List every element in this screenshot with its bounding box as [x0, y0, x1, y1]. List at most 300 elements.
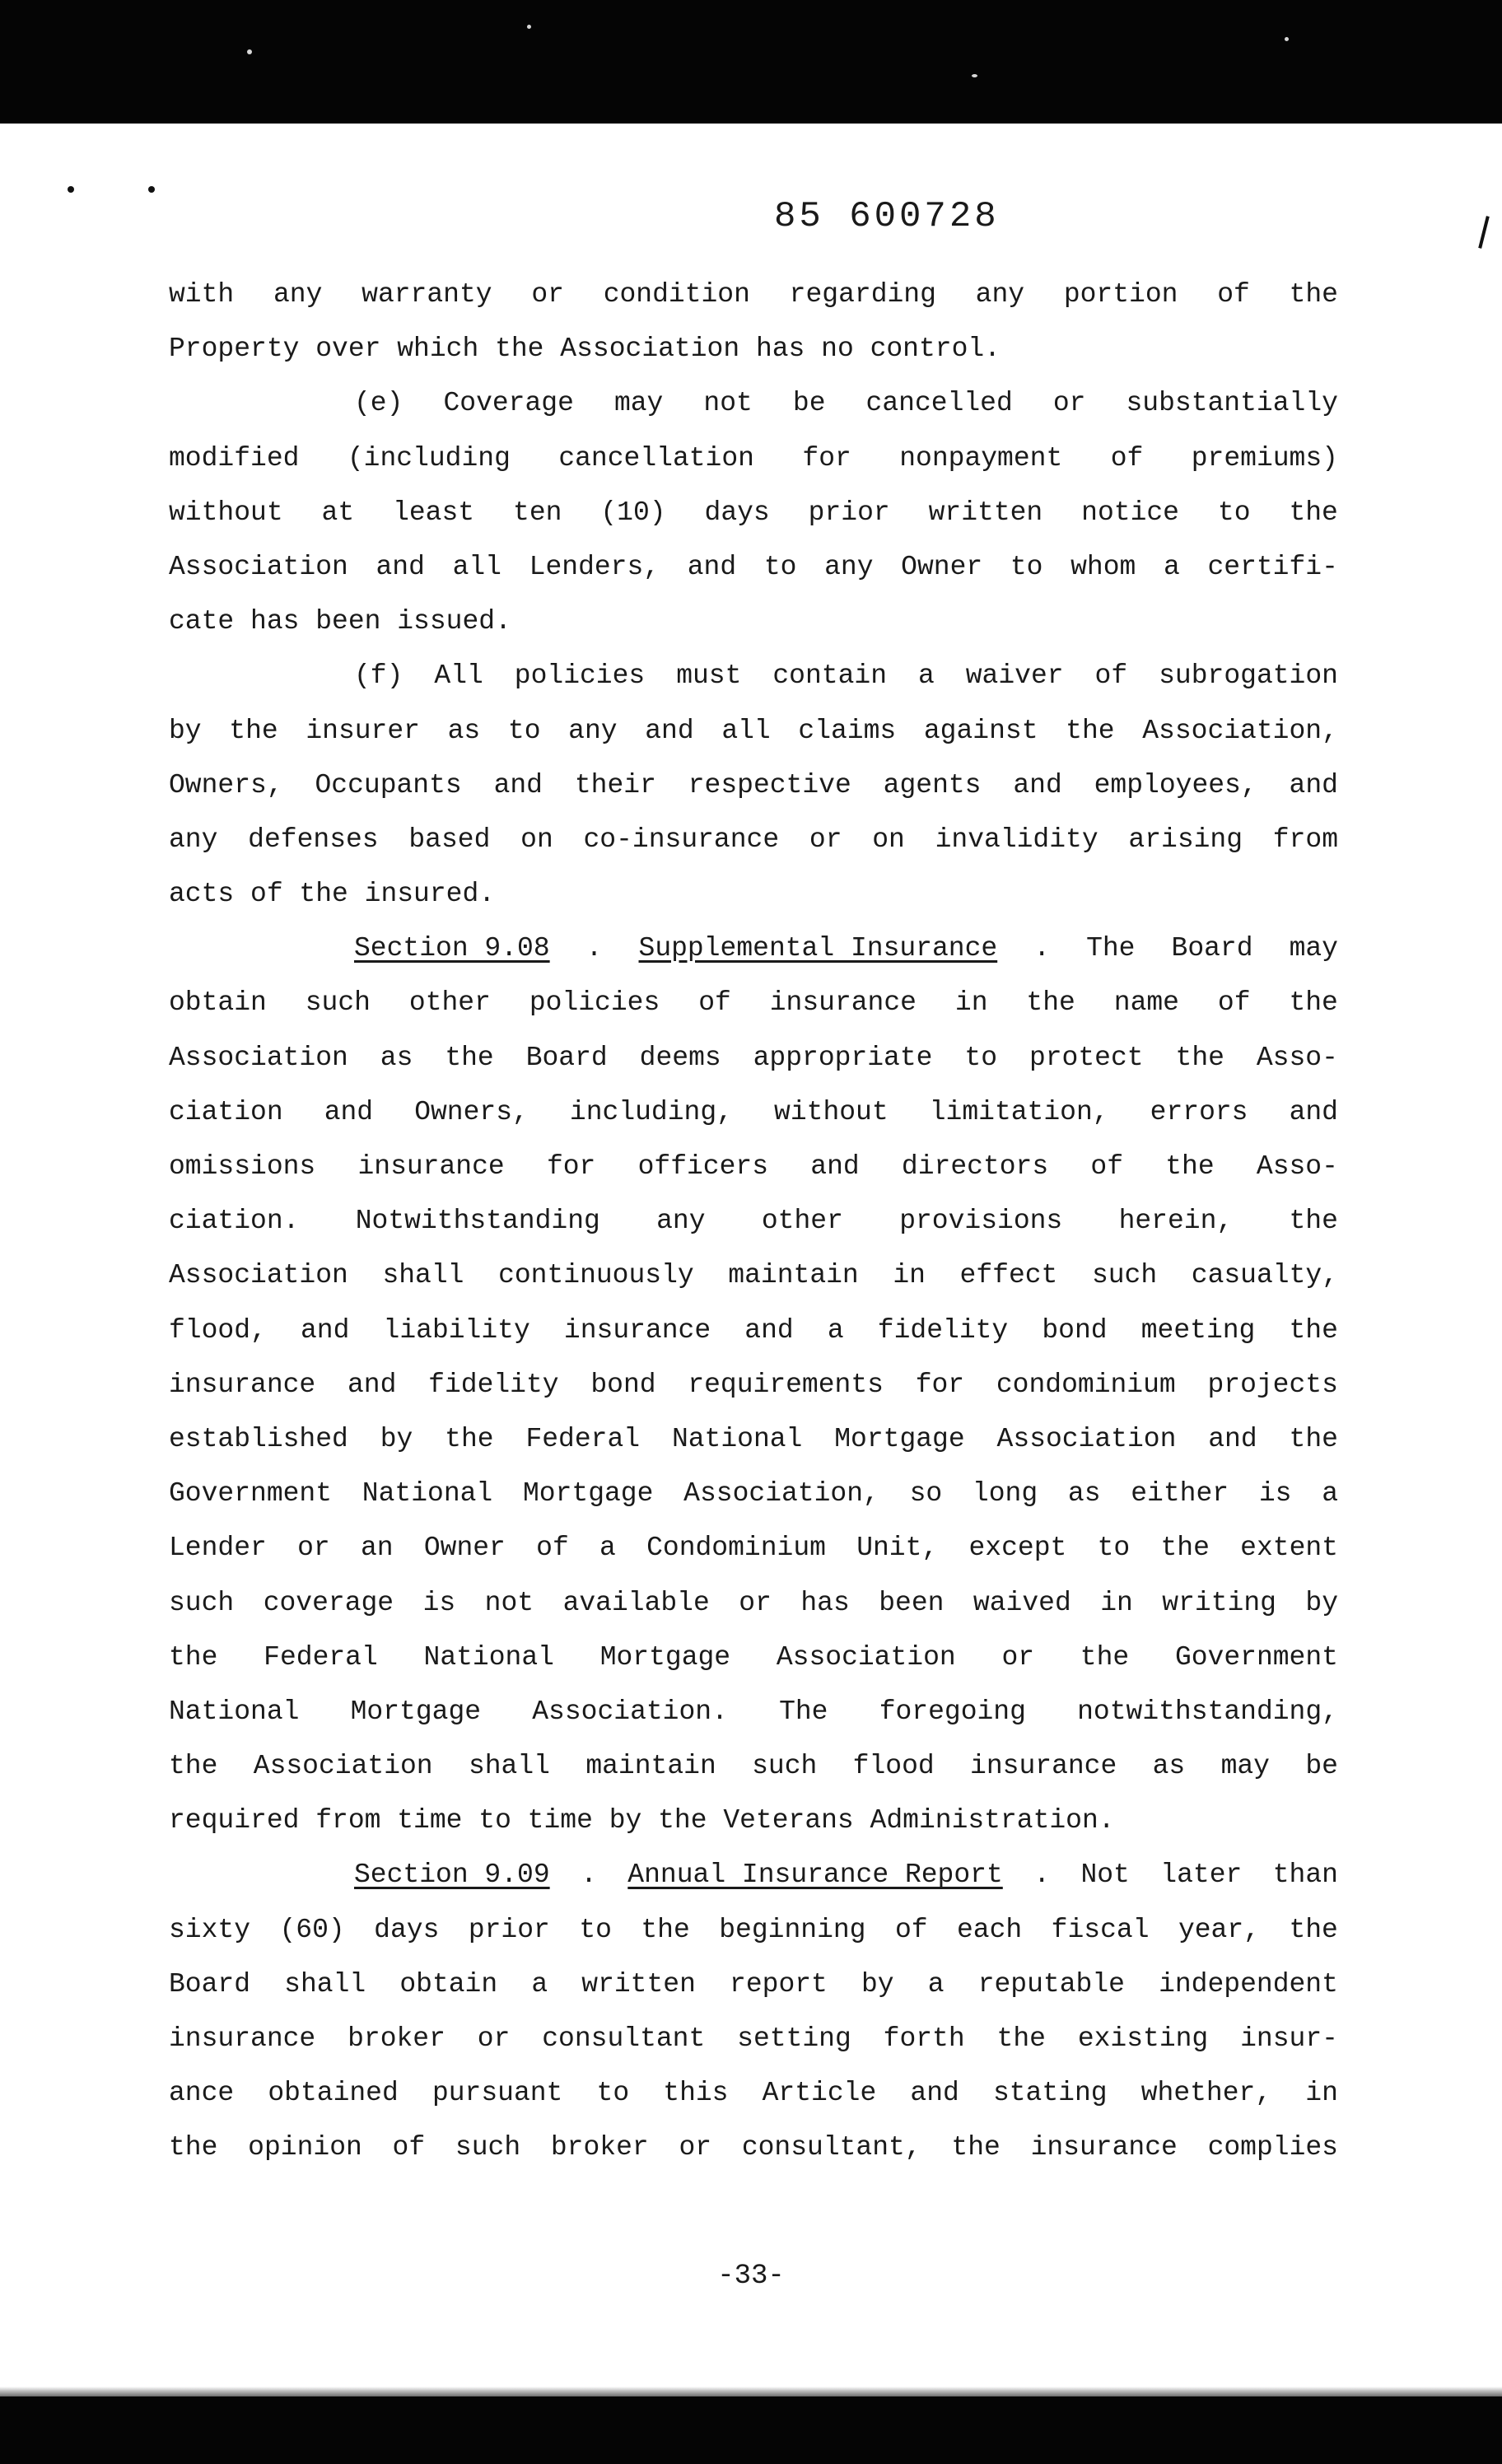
- word: must: [676, 660, 742, 692]
- word: on: [520, 824, 553, 855]
- word: All: [434, 660, 483, 692]
- section-title: Annual Insurance Report: [627, 1860, 1003, 1891]
- word: defenses: [248, 824, 379, 855]
- word: written: [581, 1968, 696, 2000]
- word: broker: [550, 2132, 649, 2163]
- word: coverage: [263, 1587, 394, 1618]
- word: any: [273, 279, 323, 310]
- word: from: [315, 1805, 381, 1836]
- text-line: [169, 1412, 1338, 1467]
- text-line: [169, 976, 1338, 1030]
- word: in: [893, 1260, 926, 1291]
- word: Mortgage: [834, 1423, 965, 1454]
- scan-speck: [247, 49, 252, 54]
- scan-border-bottom: [0, 2396, 1502, 2464]
- word: by: [861, 1968, 894, 2000]
- word: by: [1305, 1587, 1338, 1618]
- word: setting: [737, 2023, 851, 2054]
- word: been: [879, 1587, 945, 1618]
- word: ance: [169, 2078, 235, 2109]
- word: the: [1165, 1151, 1215, 1182]
- word: to: [507, 715, 541, 746]
- word: insurance: [357, 1151, 505, 1182]
- word: by: [380, 1423, 413, 1454]
- text-line: [169, 1576, 1338, 1631]
- word: of: [1217, 987, 1251, 1019]
- word: a: [927, 1968, 945, 2000]
- word: any: [169, 824, 218, 855]
- word: notice: [1081, 497, 1179, 528]
- text-line: [169, 1848, 1338, 1902]
- word: the: [1289, 1314, 1338, 1346]
- word: by: [609, 1805, 642, 1836]
- word: casualty,: [1191, 1260, 1338, 1291]
- word: has: [800, 1587, 850, 1618]
- word: regarding: [789, 279, 936, 310]
- word: insur-: [1240, 2023, 1338, 2054]
- word: modified: [169, 442, 300, 474]
- word: ciation.: [169, 1206, 300, 1237]
- word: and: [324, 1096, 374, 1127]
- word: Association: [996, 1423, 1177, 1454]
- word: be: [1305, 1751, 1338, 1782]
- word: and: [1013, 769, 1062, 800]
- word: the: [1289, 279, 1338, 310]
- word: Government: [169, 1478, 333, 1510]
- text-line: [169, 1685, 1338, 1739]
- word: portion: [1063, 279, 1178, 310]
- text-line: [169, 867, 1338, 922]
- word: written: [928, 497, 1043, 528]
- word: be: [792, 388, 826, 419]
- margin-dot: [148, 186, 155, 193]
- word: to: [964, 1042, 998, 1073]
- word: in: [1100, 1587, 1133, 1618]
- word: Mortgage: [350, 1696, 482, 1727]
- text-line: [169, 1903, 1338, 1958]
- word: forth: [883, 2023, 965, 2054]
- word: maintain: [585, 1751, 716, 1782]
- word: the: [229, 715, 278, 746]
- word: such: [1091, 1260, 1158, 1291]
- word: the: [169, 1751, 218, 1782]
- word: Government: [1174, 1641, 1338, 1673]
- word: other: [761, 1206, 843, 1237]
- word: protect: [1029, 1042, 1144, 1073]
- word: condition: [603, 279, 750, 310]
- word: of: [894, 1914, 928, 1945]
- text-line: [169, 432, 1338, 486]
- word: ten: [513, 497, 562, 528]
- word: consultant: [542, 2023, 706, 2054]
- word: Administration.: [870, 1805, 1115, 1836]
- word: Mortgage: [522, 1478, 654, 1510]
- scan-speck: [1285, 37, 1289, 41]
- word: Lender: [169, 1533, 267, 1564]
- word: (including: [347, 442, 511, 474]
- word: appropriate: [753, 1042, 933, 1073]
- word: insured.: [364, 879, 496, 910]
- word: whether,: [1140, 2078, 1272, 2109]
- word: or: [531, 279, 564, 310]
- word: The: [1086, 933, 1136, 964]
- word: the: [169, 2132, 218, 2163]
- word: or: [477, 2023, 511, 2054]
- text-line: [169, 486, 1338, 540]
- word: any: [824, 551, 874, 582]
- word: later: [1160, 1860, 1243, 1891]
- word: a: [1164, 551, 1180, 582]
- text-line: [169, 376, 1338, 431]
- word: .: [1033, 1860, 1051, 1891]
- word: may: [1220, 1751, 1270, 1782]
- text-line: [169, 268, 1338, 322]
- word: each: [957, 1914, 1023, 1945]
- word: (f): [354, 660, 403, 692]
- word: of: [392, 2132, 426, 2163]
- word: and: [687, 551, 737, 582]
- word: shall: [468, 1751, 550, 1782]
- word: meeting: [1140, 1314, 1256, 1346]
- text-line: [169, 540, 1338, 595]
- word: acts: [169, 879, 235, 910]
- text-line: [169, 1467, 1338, 1521]
- text-line: [169, 1521, 1338, 1575]
- word: to: [579, 1914, 612, 1945]
- word: without: [169, 497, 283, 528]
- word: fidelity: [428, 1369, 559, 1400]
- word: continuously: [498, 1260, 694, 1291]
- word: of: [1110, 442, 1144, 474]
- word: or: [679, 2132, 712, 2163]
- word: notwithstanding,: [1077, 1696, 1338, 1727]
- word: Owners,: [169, 769, 283, 800]
- word: Not: [1080, 1860, 1130, 1891]
- word: Board: [169, 1968, 251, 2000]
- word: to: [478, 1805, 511, 1836]
- word: employees,: [1094, 769, 1257, 800]
- section-number: Section 9.08: [354, 933, 550, 964]
- word: against: [923, 715, 1038, 746]
- text-line: [169, 2066, 1338, 2121]
- word: substantially: [1126, 388, 1338, 419]
- word: for: [915, 1369, 965, 1400]
- word: to: [1217, 497, 1251, 528]
- section-title: Supplemental Insurance: [638, 933, 998, 964]
- word: policies: [514, 660, 646, 692]
- word: cancelled: [865, 388, 1013, 419]
- word: National: [169, 1696, 300, 1727]
- word: name: [1113, 987, 1179, 1019]
- word: to: [596, 2078, 630, 2109]
- scan-border-top: [0, 0, 1502, 124]
- word: policies: [529, 987, 660, 1019]
- text-line: [169, 1304, 1338, 1358]
- word: shall: [382, 1260, 464, 1291]
- word: a: [531, 1968, 548, 2000]
- word: available: [562, 1587, 710, 1618]
- word: stating: [992, 2078, 1108, 2109]
- word: Article: [762, 2078, 877, 2109]
- page-number: -33-: [717, 2261, 785, 2292]
- word: of: [1217, 279, 1250, 310]
- word: the: [658, 1805, 707, 1836]
- word: shall: [284, 1968, 366, 2000]
- word: Asso-: [1256, 1042, 1338, 1073]
- word: beginning: [719, 1914, 866, 1945]
- word: without: [774, 1096, 889, 1127]
- text-line: [169, 1358, 1338, 1412]
- word: directors: [901, 1151, 1049, 1182]
- word: time: [527, 1805, 593, 1836]
- word: Mortgage: [599, 1641, 731, 1673]
- word: and: [1208, 1423, 1257, 1454]
- word: waiver: [965, 660, 1064, 692]
- word: all: [721, 715, 771, 746]
- word: prior: [808, 497, 890, 528]
- word: a: [1322, 1478, 1338, 1510]
- word: such: [169, 1587, 235, 1618]
- word: Board: [1171, 933, 1253, 964]
- word: of: [1090, 1151, 1123, 1182]
- word: condominium: [996, 1369, 1176, 1400]
- word: has: [755, 334, 805, 365]
- word: Unit,: [856, 1533, 939, 1564]
- word: Owner: [901, 551, 983, 582]
- word: Association: [169, 1042, 348, 1073]
- word: insurance: [769, 987, 917, 1019]
- word: Association: [253, 1751, 433, 1782]
- text-line: [169, 1085, 1338, 1140]
- word: National: [362, 1478, 493, 1510]
- word: maintain: [728, 1260, 859, 1291]
- word: as: [1067, 1478, 1101, 1510]
- word: of: [250, 879, 283, 910]
- word: of: [698, 987, 731, 1019]
- margin-mark: [1478, 216, 1490, 249]
- word: been: [315, 606, 381, 637]
- word: Veterans: [723, 1805, 854, 1836]
- word: or: [297, 1533, 330, 1564]
- word: in: [954, 987, 988, 1019]
- word: any: [975, 279, 1025, 310]
- word: premiums): [1191, 442, 1338, 474]
- word: effect: [959, 1260, 1058, 1291]
- word: established: [169, 1423, 348, 1454]
- word: and: [376, 551, 425, 582]
- word: co-insurance: [583, 824, 780, 855]
- word: complies: [1207, 2132, 1338, 2163]
- scan-speck: [972, 74, 977, 77]
- word: and: [300, 1314, 350, 1346]
- word: to: [1010, 551, 1043, 582]
- word: required: [169, 1805, 300, 1836]
- text-line: [169, 704, 1338, 758]
- word: may: [1289, 933, 1338, 964]
- word: no: [821, 334, 854, 365]
- word: as: [447, 715, 481, 746]
- word: Association: [776, 1641, 956, 1673]
- word: from: [1272, 824, 1338, 855]
- word: Owner: [423, 1533, 506, 1564]
- word: any: [656, 1206, 706, 1237]
- word: opinion: [248, 2132, 362, 2163]
- word: National: [423, 1641, 554, 1673]
- text-line: [169, 1031, 1338, 1085]
- word: Association: [169, 1260, 348, 1291]
- word: of: [1094, 660, 1128, 692]
- text-line: [169, 1248, 1338, 1303]
- word: for: [802, 442, 851, 474]
- word: Notwithstanding: [355, 1206, 600, 1237]
- word: with: [169, 279, 235, 310]
- word: fidelity: [877, 1314, 1009, 1346]
- word: projects: [1207, 1369, 1338, 1400]
- text-line: [169, 1958, 1338, 2012]
- word: warranty: [362, 279, 492, 310]
- word: bond: [1042, 1314, 1108, 1346]
- word: at: [321, 497, 355, 528]
- word: obtain: [169, 987, 267, 1019]
- word: and: [1289, 769, 1338, 800]
- word: or: [1052, 388, 1086, 419]
- word: over: [315, 334, 381, 365]
- word: a: [599, 1533, 616, 1564]
- word: for: [546, 1151, 596, 1182]
- word: broker: [348, 2023, 445, 2054]
- word: insurance: [1030, 2132, 1178, 2163]
- word: a: [827, 1314, 844, 1346]
- word: the: [641, 1914, 690, 1945]
- scan-speck: [527, 25, 531, 29]
- word: arising: [1128, 824, 1243, 855]
- section-number: Section 9.09: [354, 1860, 550, 1891]
- word: to: [1097, 1533, 1131, 1564]
- word: year,: [1178, 1914, 1260, 1945]
- word: including,: [569, 1096, 733, 1127]
- word: requirements: [688, 1369, 884, 1400]
- word: (e): [354, 388, 403, 419]
- word: days: [704, 497, 770, 528]
- word: the: [1289, 1423, 1338, 1454]
- word: and: [493, 769, 543, 800]
- word: reputable: [977, 1968, 1125, 2000]
- word: an: [360, 1533, 394, 1564]
- text-line: [169, 1739, 1338, 1794]
- word: insurer: [306, 715, 420, 746]
- word: the: [445, 1423, 494, 1454]
- word: any: [568, 715, 618, 746]
- word: control.: [870, 334, 1001, 365]
- word: Property: [169, 334, 300, 365]
- word: as: [1152, 1751, 1186, 1782]
- word: errors: [1150, 1096, 1248, 1127]
- word: provisions: [899, 1206, 1063, 1237]
- word: the: [1289, 1206, 1338, 1237]
- word: on: [872, 824, 905, 855]
- word: Condominium: [646, 1533, 826, 1564]
- word: except: [968, 1533, 1067, 1564]
- word: is: [1258, 1478, 1292, 1510]
- word: Association: [169, 551, 348, 582]
- word: which: [397, 334, 479, 365]
- word: Asso-: [1256, 1151, 1338, 1182]
- word: (10): [600, 497, 666, 528]
- word: Association.: [532, 1696, 728, 1727]
- word: issued.: [397, 606, 511, 637]
- word: the: [1066, 715, 1115, 746]
- word: or: [739, 1587, 772, 1618]
- word: .: [585, 933, 603, 964]
- word: the: [1026, 987, 1075, 1019]
- word: bond: [590, 1369, 656, 1400]
- word: and: [810, 1151, 860, 1182]
- word: subrogation: [1159, 660, 1338, 692]
- word: and: [744, 1314, 794, 1346]
- word: cate: [169, 606, 235, 637]
- word: long: [972, 1478, 1038, 1510]
- word: Occupants: [315, 769, 462, 800]
- word: either: [1131, 1478, 1229, 1510]
- word: certifi-: [1207, 551, 1338, 582]
- word: not: [703, 388, 753, 419]
- word: waived: [973, 1587, 1071, 1618]
- word: herein,: [1118, 1206, 1234, 1237]
- word: prior: [468, 1914, 550, 1945]
- word: the: [1175, 1042, 1224, 1073]
- word: Coverage: [443, 388, 574, 419]
- word: officers: [637, 1151, 769, 1182]
- word: such: [305, 987, 371, 1019]
- word: .: [581, 1860, 597, 1891]
- text-line: [169, 2012, 1338, 2066]
- word: liability: [383, 1314, 530, 1346]
- word: so: [909, 1478, 943, 1510]
- word: existing: [1077, 2023, 1209, 2054]
- word: insurance: [970, 1751, 1117, 1782]
- word: the: [445, 1042, 494, 1073]
- word: limitation,: [929, 1096, 1109, 1127]
- text-line: [169, 922, 1338, 976]
- word: omissions: [169, 1151, 316, 1182]
- word: such: [752, 1751, 818, 1782]
- text-line: [169, 595, 1338, 649]
- word: time: [397, 1805, 463, 1836]
- text-line: [169, 1631, 1338, 1685]
- word: respective: [688, 769, 851, 800]
- word: the: [1289, 497, 1338, 528]
- word: not: [484, 1587, 534, 1618]
- word: Association: [560, 334, 740, 365]
- margin-dot: [68, 186, 74, 193]
- word: foregoing: [879, 1696, 1026, 1727]
- word: consultant,: [741, 2132, 921, 2163]
- word: the: [1289, 1914, 1338, 1945]
- word: of: [536, 1533, 569, 1564]
- word: writing: [1162, 1587, 1276, 1618]
- text-line: [169, 2121, 1338, 2175]
- word: such: [455, 2132, 521, 2163]
- word: deems: [639, 1042, 721, 1073]
- word: Association,: [1142, 715, 1338, 746]
- word: to: [763, 551, 797, 582]
- word: sixty: [169, 1914, 251, 1945]
- word: claims: [798, 715, 897, 746]
- word: and: [910, 2078, 959, 2109]
- word: pursuant: [431, 2078, 563, 2109]
- word: least: [393, 497, 475, 528]
- word: all: [452, 551, 501, 582]
